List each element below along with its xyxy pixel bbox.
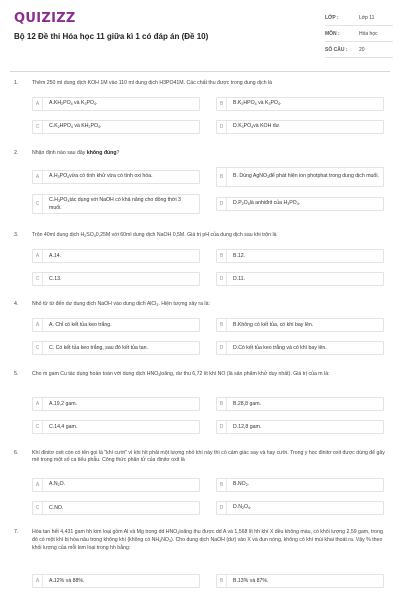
option-a[interactable]: A $A.H_3PO_4vừa$ có tính khử vừa có tính oxi hóa. <box>32 170 200 184</box>
option-c[interactable]: C $C.K_2HPO_4$ và $KH_2PO_4$. <box>32 120 200 134</box>
option-a[interactable]: A A.12% và 88%. <box>32 574 200 588</box>
option-a[interactable]: A $A.KH_2PO_4$ và $K_3PO_4$. <box>32 97 200 111</box>
meta-key: SỐ CÂU : <box>325 47 348 53</box>
option-d[interactable]: D D.Có kết tủa keo trắng và có khí bay lên. <box>216 341 384 355</box>
meta-value: 20 <box>359 47 365 53</box>
question-text: Nhỏ từ từ đến dư dung dịch NaOH vào dung dịch AlCl$_3$. Hiện tượng xảy ra là: <box>32 301 210 307</box>
option-b[interactable]: B $B.NO_2$. <box>216 478 384 492</box>
meta-row-subject <box>325 28 393 42</box>
option-c[interactable]: C C. Có kết tủa keo trắng, sau đó kết tủa tan. <box>32 341 200 355</box>
meta-key: MÔN : <box>325 31 340 37</box>
option-d[interactable]: D $D.K_3PO_4và$ KOH dư. <box>216 120 384 134</box>
question-number: 3. <box>14 232 19 238</box>
question-text: Cho m gam Cu tác dụng hoàn toàn với dung dịch $HNO_3loãng$, dư thu 6,72 lít khí NO (là sản phẩm khử duy nhất). Giá trị của m là: <box>32 371 330 377</box>
quizizz-logo: QUIZIZZ <box>14 11 76 26</box>
option-d[interactable]: D $D.N_2O_4$. <box>216 501 384 515</box>
question-text: Khí đinitơ oxit còn có tên gọi là "khí cười" vì khi hít phải một lượng nhỏ khí này thì có cảm giác say và hay cười. Trong y học đinitơ oxit được dùng để gây mê trong một số ca tiểu phẫu. Công thức phân tử của đinitơ oxit là <box>32 450 385 463</box>
page-title: Bộ 12 Đề thi Hóa học 11 giữa kì 1 có đáp án (Đề 10) <box>14 32 209 41</box>
option-b[interactable]: B $B.K_2HPO_4$ và $K_3PO_4$. <box>216 97 384 111</box>
question-number: 2. <box>14 150 19 156</box>
option-c[interactable]: C $C.H_3PO_4tác$ dụng với NaOH có khả năng cho đồng thời 3 muối. <box>32 194 200 214</box>
option-b[interactable]: B B.28,8 gam. <box>216 397 384 411</box>
option-c[interactable]: C C.13. <box>32 272 200 286</box>
option-b[interactable]: B B.Không có kết tủa, có khí bay lên. <box>216 318 384 332</box>
meta-value: Lớp 11 <box>359 15 375 21</box>
question-number: 1. <box>14 80 19 86</box>
question-number: 7. <box>14 529 19 535</box>
option-a[interactable]: A A.14. <box>32 249 200 263</box>
option-b[interactable]: B B.12. <box>216 249 384 263</box>
meta-panel <box>325 12 393 60</box>
meta-value: Hóa học <box>359 31 378 37</box>
option-b[interactable]: B B.13% và 87%. <box>216 574 384 588</box>
question-text: Thêm 250 ml dung dịch KOH 1M vào 110 ml dung dịch H3PO41M. Các chất thu được trong dung dịch là <box>32 80 273 86</box>
option-c[interactable]: C C.14,4 gam. <box>32 420 200 434</box>
option-b[interactable]: B B. Dùng AgNO$_3$để phát hiện ion photphat trong dung dịch muối. <box>216 167 384 187</box>
option-c[interactable]: C C.NO. <box>32 501 200 515</box>
meta-row-class <box>325 12 393 26</box>
header-divider <box>10 71 390 72</box>
question-text: Trộn 40ml dung dịch $H_2SO_40,25M$ với 60ml dung dịch NaOH 0,5M. Giá trị pH của dung dịch sau khi trộn là <box>32 232 277 238</box>
option-a[interactable]: A A.19,2 gam. <box>32 397 200 411</box>
option-a[interactable]: A $A.N_2O$. <box>32 478 200 492</box>
question-number: 4. <box>14 301 19 307</box>
meta-row-count <box>325 44 393 58</box>
question-number: 6. <box>14 450 19 456</box>
option-d[interactable]: D D.12,8 gam. <box>216 420 384 434</box>
question-text: Nhận định nào sau đây không đúng? <box>32 150 120 156</box>
option-d[interactable]: D $D.P_2O_5là$ anhiđrit của $H_3PO_4$. <box>216 197 384 211</box>
question-number: 5. <box>14 371 19 377</box>
question-text: Hòa tan hết 4,431 gam hh kim loại gồm Al và Mg trong dd $HNO_3loãng$ thu được dd A và 1,568 lít hh khí X đều không màu, có khối lượng 2,59 gam, trong đó có một khí bị hóa nâu trong không khí (không có $NH_4NO_3$). Cho dung dịch NaOH (dư) vào X và đun nóng, không có khí mùi khai thoát ra. Vậy % theo khối lượng của mỗi kim loại trong hh bằng: <box>32 529 383 551</box>
meta-key: LỚP : <box>325 15 339 21</box>
worksheet-header <box>0 0 400 72</box>
option-a[interactable]: A A. Chỉ có kết tủa keo trắng. <box>32 318 200 332</box>
option-d[interactable]: D D.11. <box>216 272 384 286</box>
